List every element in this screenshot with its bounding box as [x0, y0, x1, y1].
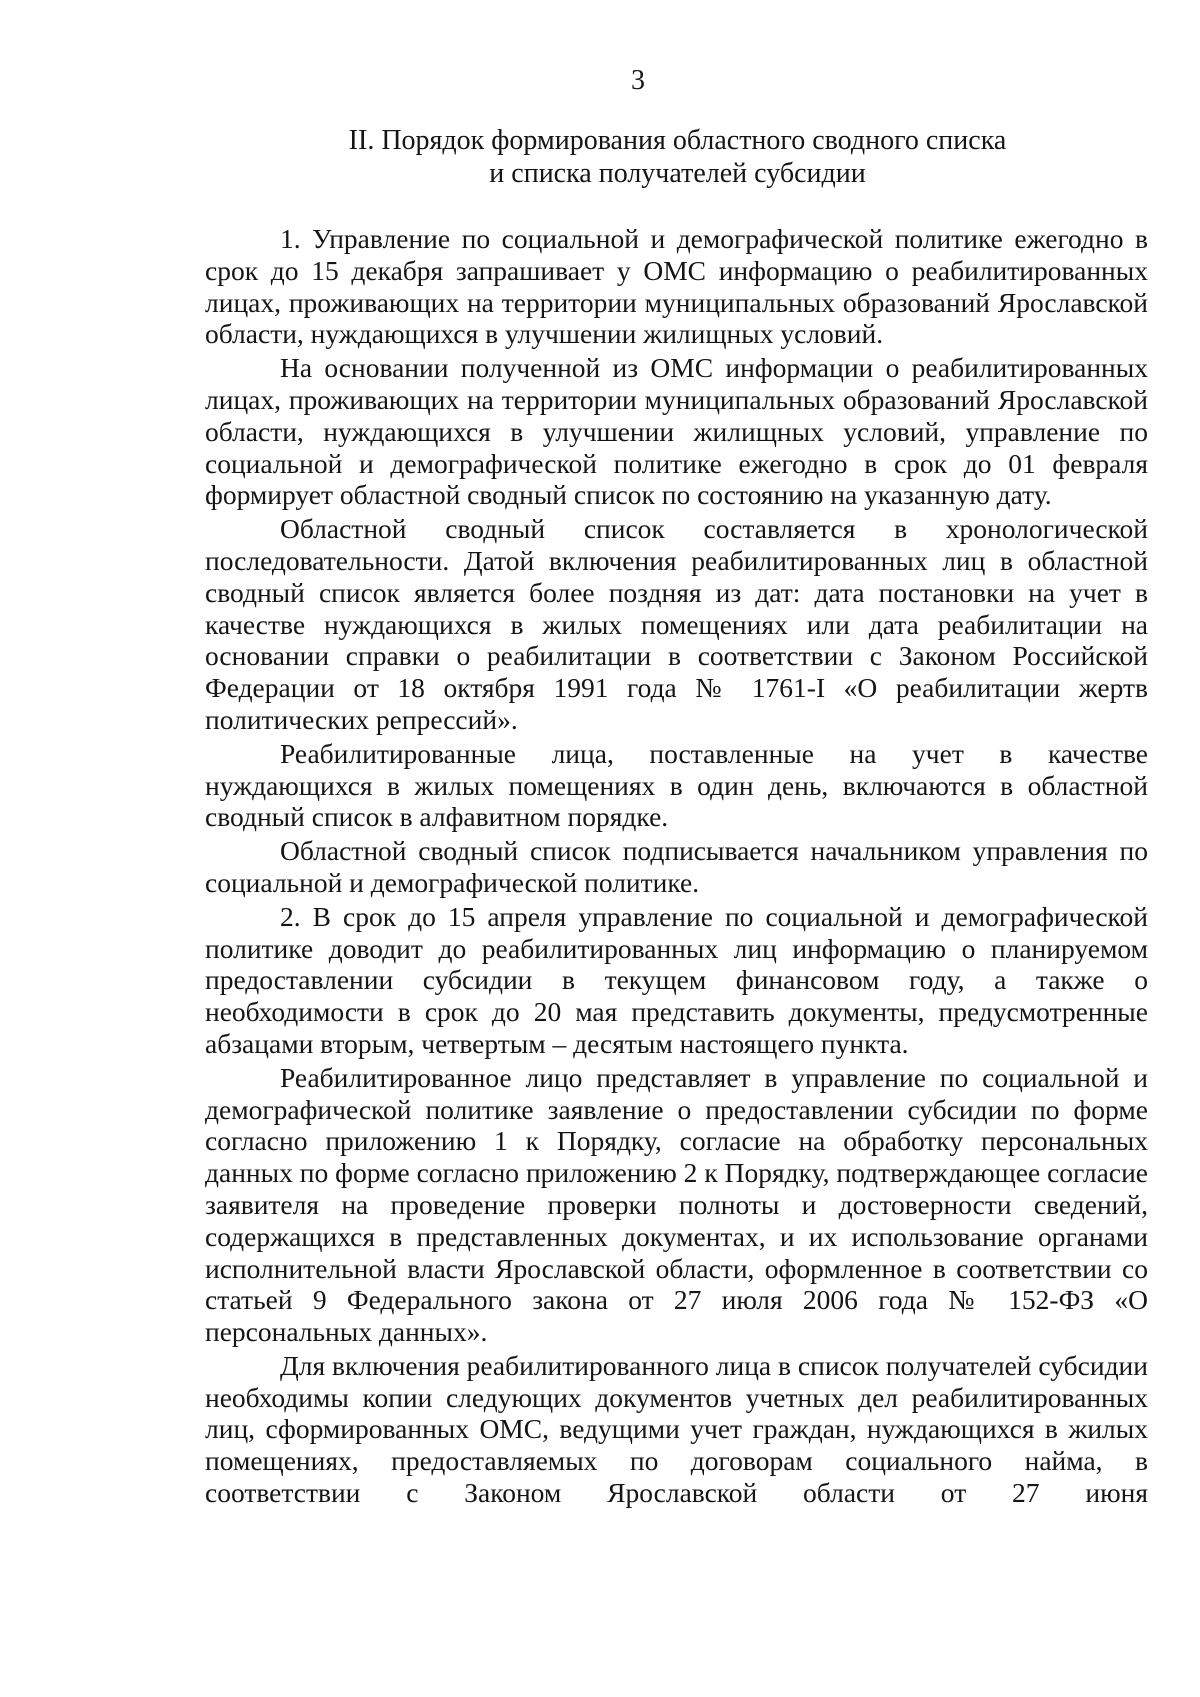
section-heading-line-2: и списка получателей субсидии — [489, 158, 866, 189]
page-number: 3 — [631, 65, 645, 96]
paragraph-4: Реабилитированные лица, поставленные на учет в качестве нуждающихся в жилых помещениях в один день, включаются в областной сводный список в алфавитном порядке. — [205, 737, 1148, 833]
paragraph-3: Областной сводный список составляется в хронологической последовательности. Датой включения реабилитированных лиц в областной сводный список является более поздняя из дат: дата постановки на учет в качестве нуждающихся в жилых помещениях или дата реабилитации на основании справки о реабилитации в соответствии с Законом Российской Федерации от 18 октября 1991 года № 1761-I «О реабилитации жертв политических репрессий». — [205, 513, 1148, 735]
paragraph-5: Областной сводный список подписывается начальником управления по социальной и демографической политике. — [205, 835, 1148, 898]
body-text — [205, 223, 1148, 1509]
paragraph-7: Реабилитированное лицо представляет в управление по социальной и демографической политике заявление о предоставлении субсидии по форме согласно приложению 1 к Порядку, согласие на обработку персональных данных по форме согласно приложению 2 к Порядку, подтверждающее согласие заявителя на проведение проверки полноты и достоверности сведений, содержащихся в представленных документах, и их использование органами исполнительной власти Ярославской области, оформленное в соответствии со статьей 9 Федерального закона от 27 июля 2006 года № 152-ФЗ «О персональных данных». — [205, 1061, 1148, 1348]
paragraph-8: Для включения реабилитированного лица в список получателей субсидии необходимы копии следующих документов учетных дел реабилитированных лиц, сформированных ОМС, ведущими учет граждан, нуждающихся в жилых помещениях, предоставляемых по договорам социального найма, в соответствии с Законом Ярославской области от 27 июня — [205, 1349, 1148, 1509]
paragraph-1: 1. Управление по социальной и демографической политике ежегодно в срок до 15 декабря запрашивает у ОМС информацию о реабилитированных лицах, проживающих на территории муниципальных образований Ярославской области, нуждающихся в улучшении жилищных условий. — [205, 223, 1148, 350]
paragraph-6: 2. В срок до 15 апреля управление по социальной и демографической политике доводит до реабилитированных лиц информацию о планируемом предоставлении субсидии в текущем финансовом году, а также о необходимости в срок до 20 мая представить документы, предусмотренные абзацами вторым, четвертым – десятым настоящего пункта. — [205, 900, 1148, 1059]
section-heading-line-1: II. Порядок формирования областного сводного списка — [348, 125, 1007, 156]
paragraph-2: На основании полученной из ОМС информации о реабилитированных лицах, проживающих на территории муниципальных образований Ярославской области, нуждающихся в улучшении жилищных условий, управление по социальной и демографической политике ежегодно в срок до 01 февраля формирует областной сводный список по состоянию на указанную дату. — [205, 352, 1148, 511]
section-heading — [205, 124, 1150, 190]
